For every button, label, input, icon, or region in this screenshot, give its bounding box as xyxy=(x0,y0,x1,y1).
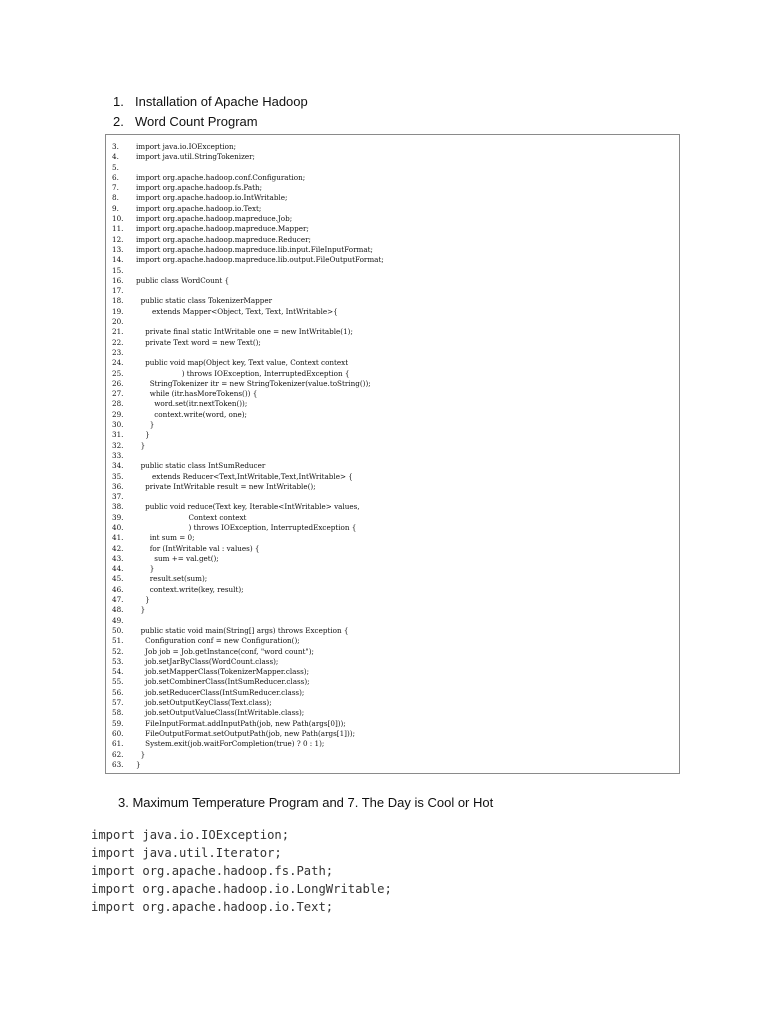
code-text: private final static IntWritable one = new IntWritable(1); xyxy=(136,327,353,337)
line-number: 14. xyxy=(112,255,124,265)
line-number: 57. xyxy=(112,698,124,708)
code-line xyxy=(112,358,384,368)
line-number: 3. xyxy=(112,142,119,151)
code-line xyxy=(112,636,384,646)
code-line xyxy=(112,482,384,492)
code-text: Configuration conf = new Configuration(); xyxy=(136,636,300,646)
heading-word-count xyxy=(113,114,258,129)
code-line xyxy=(112,451,384,461)
code-line xyxy=(112,235,384,245)
code-text: } xyxy=(136,564,155,574)
code-text: job.setOutputKeyClass(Text.class); xyxy=(136,698,272,708)
code-text: Job job = Job.getInstance(conf, "word count"); xyxy=(136,646,314,656)
line-number: 63. xyxy=(112,759,124,769)
code-line xyxy=(112,193,384,203)
code-line xyxy=(112,595,384,605)
code-text: } xyxy=(136,759,141,769)
code-text: import org.apache.hadoop.fs.Path; xyxy=(136,183,263,193)
code-line xyxy=(112,286,384,296)
code-line xyxy=(112,657,384,667)
code-text: } xyxy=(136,595,150,605)
code-line xyxy=(112,327,384,337)
code-line xyxy=(112,729,384,739)
line-number: 41. xyxy=(112,533,124,543)
line-number: 37. xyxy=(112,492,124,502)
heading-installation xyxy=(113,94,308,109)
heading-number: 2. xyxy=(113,114,124,129)
code-line xyxy=(112,585,384,595)
line-number: 12. xyxy=(112,234,124,244)
line-number: 53. xyxy=(112,656,124,666)
code-line xyxy=(112,523,384,533)
code-line xyxy=(112,760,384,770)
code-text: private IntWritable result = new IntWritable(); xyxy=(136,481,316,491)
line-number: 31. xyxy=(112,430,124,440)
code-line xyxy=(112,430,384,440)
code-text: FileInputFormat.addInputPath(job, new Path(args[0])); xyxy=(136,718,346,728)
line-number: 23. xyxy=(112,347,124,357)
code-text: } xyxy=(136,605,146,615)
line-number: 10. xyxy=(112,214,124,224)
word-count-code-listing xyxy=(112,142,384,770)
code-text: public class WordCount { xyxy=(136,275,230,285)
code-text: } xyxy=(136,440,146,450)
line-number: 17. xyxy=(112,286,124,296)
line-number: 28. xyxy=(112,399,124,409)
line-number: 9. xyxy=(112,203,119,213)
code-text: while (itr.hasMoreTokens()) { xyxy=(136,389,258,399)
code-line: import org.apache.hadoop.io.LongWritable; xyxy=(91,882,392,896)
code-text: int sum = 0; xyxy=(136,533,195,543)
code-line xyxy=(112,616,384,626)
line-number: 49. xyxy=(112,615,124,625)
line-number: 43. xyxy=(112,553,124,563)
code-text: import java.util.StringTokenizer; xyxy=(136,152,255,162)
line-number: 36. xyxy=(112,481,124,491)
code-text: } xyxy=(136,420,155,430)
word-count-code-box xyxy=(105,134,680,774)
line-number: 35. xyxy=(112,471,124,481)
line-number: 20. xyxy=(112,317,124,327)
code-line xyxy=(112,307,384,317)
line-number: 22. xyxy=(112,337,124,347)
code-line xyxy=(112,564,384,574)
code-text: import java.io.IOException; xyxy=(136,142,237,151)
code-line xyxy=(112,502,384,512)
heading-max-temperature: 3. Maximum Temperature Program and 7. The Day is Cool or Hot xyxy=(118,795,494,810)
line-number: 50. xyxy=(112,625,124,635)
code-text: StringTokenizer itr = new StringTokenizer(value.toString()); xyxy=(136,378,371,388)
code-line xyxy=(112,214,384,224)
line-number: 21. xyxy=(112,327,124,337)
code-text: for (IntWritable val : values) { xyxy=(136,543,260,553)
line-number: 44. xyxy=(112,564,124,574)
code-text: public void reduce(Text key, Iterable<IntWritable> values, xyxy=(136,502,360,512)
code-text: public static class TokenizerMapper xyxy=(136,296,273,306)
heading-text: Installation of Apache Hadoop xyxy=(135,94,308,109)
code-line xyxy=(112,338,384,348)
code-line xyxy=(112,276,384,286)
line-number: 33. xyxy=(112,450,124,460)
line-number: 52. xyxy=(112,646,124,656)
line-number: 27. xyxy=(112,389,124,399)
heading-number: 1. xyxy=(113,94,124,109)
code-text: import org.apache.hadoop.io.Text; xyxy=(136,203,262,213)
code-line xyxy=(112,605,384,615)
code-line xyxy=(112,647,384,657)
code-text: public static class IntSumReducer xyxy=(136,461,266,471)
code-line xyxy=(112,163,384,173)
code-text: result.set(sum); xyxy=(136,574,208,584)
code-text: public static void main(String[] args) throws Exception { xyxy=(136,625,349,635)
code-line xyxy=(112,173,384,183)
code-line xyxy=(112,492,384,502)
line-number: 25. xyxy=(112,368,124,378)
code-line xyxy=(112,688,384,698)
code-line xyxy=(112,379,384,389)
code-line xyxy=(112,677,384,687)
code-text: extends Reducer<Text,IntWritable,Text,IntWritable> { xyxy=(136,471,353,481)
code-text: job.setMapperClass(TokenizerMapper.class); xyxy=(136,667,310,677)
line-number: 5. xyxy=(112,162,119,172)
code-line xyxy=(112,544,384,554)
line-number: 26. xyxy=(112,378,124,388)
line-number: 19. xyxy=(112,306,124,316)
code-line xyxy=(112,574,384,584)
code-text: context.write(key, result); xyxy=(136,584,244,594)
code-text: sum += val.get(); xyxy=(136,553,219,563)
code-line: import org.apache.hadoop.io.Text; xyxy=(91,900,334,914)
code-text: FileOutputFormat.setOutputPath(job, new Path(args[1])); xyxy=(136,728,355,738)
code-text: import org.apache.hadoop.io.IntWritable; xyxy=(136,193,288,203)
line-number: 34. xyxy=(112,461,124,471)
code-line xyxy=(112,152,384,162)
line-number: 38. xyxy=(112,502,124,512)
line-number: 11. xyxy=(112,224,124,234)
line-number: 16. xyxy=(112,275,124,285)
code-text: word.set(itr.nextToken()); xyxy=(136,399,248,409)
code-line xyxy=(112,224,384,234)
line-number: 7. xyxy=(112,183,119,193)
line-number: 62. xyxy=(112,749,124,759)
code-text: } xyxy=(136,749,146,759)
code-line xyxy=(112,554,384,564)
line-number: 48. xyxy=(112,605,124,615)
code-line xyxy=(112,667,384,677)
code-line xyxy=(112,255,384,265)
line-number: 15. xyxy=(112,265,124,275)
code-text: import org.apache.hadoop.mapreduce.lib.output.FileOutputFormat; xyxy=(136,255,384,265)
code-line xyxy=(112,317,384,327)
line-number: 54. xyxy=(112,667,124,677)
code-line xyxy=(112,461,384,471)
line-number: 4. xyxy=(112,152,119,162)
code-text: System.exit(job.waitForCompletion(true) ? 0 : 1); xyxy=(136,739,325,749)
code-line xyxy=(112,513,384,523)
code-line xyxy=(112,348,384,358)
line-number: 6. xyxy=(112,172,119,182)
line-number: 13. xyxy=(112,244,124,254)
line-number: 24. xyxy=(112,358,124,368)
code-text: job.setReducerClass(IntSumReducer.class); xyxy=(136,687,305,697)
line-number: 60. xyxy=(112,728,124,738)
line-number: 32. xyxy=(112,440,124,450)
line-number: 29. xyxy=(112,409,124,419)
line-number: 40. xyxy=(112,522,124,532)
code-line xyxy=(112,626,384,636)
code-line: import java.util.Iterator; xyxy=(91,846,282,860)
code-line xyxy=(112,420,384,430)
line-number: 42. xyxy=(112,543,124,553)
line-number: 61. xyxy=(112,739,124,749)
code-line xyxy=(112,142,384,152)
line-number: 46. xyxy=(112,584,124,594)
line-number: 8. xyxy=(112,193,119,203)
heading-text: Word Count Program xyxy=(135,114,258,129)
code-line xyxy=(112,296,384,306)
code-text: import org.apache.hadoop.mapreduce.Mapper; xyxy=(136,224,309,234)
line-number: 18. xyxy=(112,296,124,306)
code-line xyxy=(112,472,384,482)
code-line: import org.apache.hadoop.fs.Path; xyxy=(91,864,334,878)
line-number: 55. xyxy=(112,677,124,687)
code-line xyxy=(112,410,384,420)
code-line xyxy=(112,441,384,451)
code-line xyxy=(112,369,384,379)
code-line xyxy=(112,266,384,276)
code-line xyxy=(112,399,384,409)
line-number: 45. xyxy=(112,574,124,584)
line-number: 58. xyxy=(112,708,124,718)
max-temperature-code-listing xyxy=(91,826,392,916)
line-number: 47. xyxy=(112,595,124,605)
code-line xyxy=(112,389,384,399)
code-line xyxy=(112,719,384,729)
code-line xyxy=(112,698,384,708)
line-number: 59. xyxy=(112,718,124,728)
code-text: import org.apache.hadoop.mapreduce.lib.input.FileInputFormat; xyxy=(136,244,373,254)
code-text: import org.apache.hadoop.conf.Configuration; xyxy=(136,172,306,182)
code-text: job.setOutputValueClass(IntWritable.class); xyxy=(136,708,305,718)
code-line xyxy=(112,533,384,543)
code-text: public void map(Object key, Text value, Context context xyxy=(136,358,349,368)
code-text: job.setCombinerClass(IntSumReducer.class); xyxy=(136,677,310,687)
code-text: extends Mapper<Object, Text, Text, IntWritable>{ xyxy=(136,306,338,316)
code-text: private Text word = new Text(); xyxy=(136,337,261,347)
code-text: ) throws IOException, InterruptedException { xyxy=(136,368,350,378)
code-line xyxy=(112,204,384,214)
code-text: context.write(word, one); xyxy=(136,409,247,419)
code-text: job.setJarByClass(WordCount.class); xyxy=(136,656,279,666)
code-line xyxy=(112,708,384,718)
code-text: Context context xyxy=(136,512,247,522)
code-line xyxy=(112,245,384,255)
code-text: ) throws IOException, InterruptedException { xyxy=(136,522,357,532)
code-text: import org.apache.hadoop.mapreduce.Reducer; xyxy=(136,234,311,244)
code-text: } xyxy=(136,430,150,440)
code-line xyxy=(112,739,384,749)
line-number: 56. xyxy=(112,687,124,697)
line-number: 30. xyxy=(112,420,124,430)
code-text: import org.apache.hadoop.mapreduce.Job; xyxy=(136,214,293,224)
code-line: import java.io.IOException; xyxy=(91,828,290,842)
code-line xyxy=(112,750,384,760)
code-line xyxy=(112,183,384,193)
line-number: 39. xyxy=(112,512,124,522)
line-number: 51. xyxy=(112,636,124,646)
